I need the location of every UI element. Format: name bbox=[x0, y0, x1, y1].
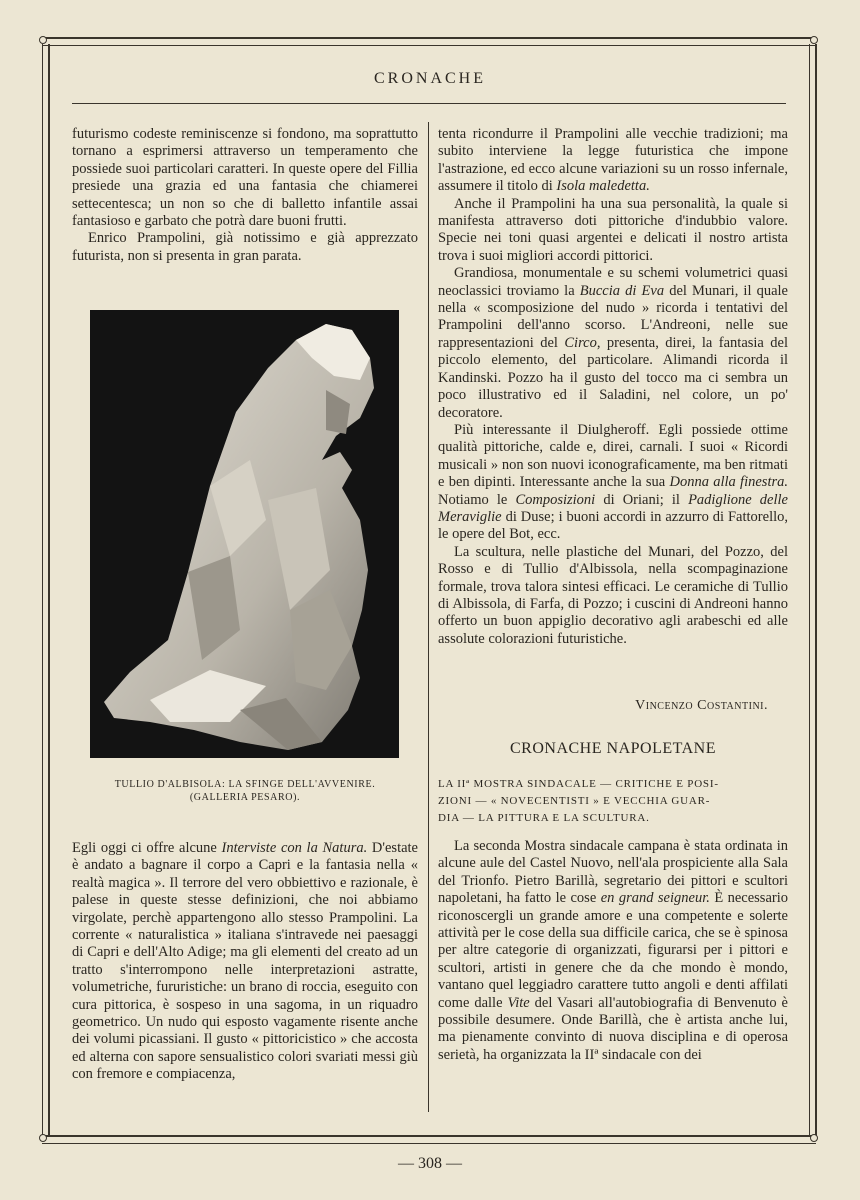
text-run: del Vasari all'autobiografia di Benvenuto è possibile desumere. Onde Barillà, che è artista anche lui, ma pienamente convinto di nuova disciplina e di operosa serietà, ha organizzata la IIª sindacale con dei bbox=[438, 994, 788, 1063]
right-column-bottom bbox=[438, 838, 788, 1064]
left-column-top bbox=[72, 126, 418, 265]
paragraph bbox=[438, 126, 788, 196]
italic-title: Composizioni bbox=[515, 491, 596, 508]
section-title: CRONACHE NAPOLETANE bbox=[510, 740, 716, 757]
text-run: di Oriani; il bbox=[595, 491, 689, 508]
frame-corner-ornament bbox=[810, 36, 818, 44]
text-run: La seconda Mostra sindacale campana è stata ordinata in alcune aule del Castel Nuovo, nell'ala prospiciente alla Sala del Trionfo. Pietro Barillà, segretario dei pittori e scultori napoletani, ha fatto le cose bbox=[438, 838, 788, 907]
subtitle-line: LA IIª MOSTRA SINDACALE — CRITICHE E POSI- bbox=[438, 778, 719, 790]
paragraph bbox=[72, 840, 418, 1084]
italic-title: Buccia di Eva bbox=[579, 282, 665, 299]
text-run: Notiamo le bbox=[438, 491, 516, 508]
paragraph bbox=[438, 265, 788, 422]
author-signature: Vincenzo Costantini. bbox=[635, 698, 768, 713]
frame-right-rule bbox=[809, 44, 817, 1136]
text-run: , presenta, direi, la fantasia del piccolo elemento, del particolare. Alimandi ricorda il Kandinski. Pozzo ha il gusto del tocco ma ci sembra un poco illustrativo ed il Saladini, nel colore, un po' decoratore. bbox=[438, 334, 788, 421]
section-subtitle bbox=[438, 776, 788, 827]
paragraph bbox=[438, 838, 788, 1064]
header-rule bbox=[72, 103, 786, 104]
italic-title: Padiglione delle Meraviglie bbox=[438, 491, 788, 525]
frame-corner-ornament bbox=[39, 36, 47, 44]
running-header: CRONACHE bbox=[373, 70, 486, 87]
paragraph: Enrico Prampolini, già notissimo e già apprezzato futurista, non si presenta in gran parata. bbox=[72, 230, 418, 264]
italic-title: Circo bbox=[564, 334, 597, 351]
italic-title: en grand seigneur. bbox=[600, 890, 710, 907]
caption-line: TULLIO D'ALBISOLA: LA SFINGE DELL'AVVENIRE. bbox=[114, 779, 376, 790]
paragraph bbox=[438, 422, 788, 544]
paragraph: La scultura, nelle plastiche del Munari, del Pozzo, del Rosso e di Tullio d'Albissola, nella scompaginazione formale, trova talora sintesi efficaci. Le ceramiche di Tullio di Albissola, di Farfa, di Pozzo; i cuscini di Andreoni hanno offerto un buon appiglio decorativo agli arabeschi ed alle assolute colorazioni futuristiche. bbox=[438, 543, 788, 647]
paragraph: futurismo codeste reminiscenze si fondono, ma soprattutto tornano a esprimersi attraverso un temperamento che possiede suoi particolari caratteri. In queste opere del Fillia presiede una grazia ed una fantasia che chiamerei settecentesca; un non so che di balletto infantile assai fantasioso e garbato che potrà dare buoni frutti. bbox=[72, 126, 418, 230]
italic-title: Interviste con la Natura. bbox=[221, 840, 368, 856]
frame-left-rule bbox=[42, 44, 50, 1136]
italic-title: Donna alla finestra. bbox=[669, 474, 788, 491]
text-run: di Duse; i buoni accordi in azzurro di Fattorello, le opere del Bot, ecc. bbox=[438, 508, 788, 543]
frame-bottom-rule bbox=[42, 1135, 816, 1144]
sculpture-photo bbox=[90, 310, 399, 758]
frame-corner-ornament bbox=[810, 1134, 818, 1142]
text-run: Grandiosa, monumentale e su schemi volumetrici quasi neoclassici troviamo la bbox=[438, 265, 788, 299]
frame-top-rule bbox=[42, 37, 816, 46]
subtitle-line: ZIONI — « NOVECENTISTI » E VECCHIA GUAR- bbox=[438, 795, 711, 807]
text-run: Più interessante il Diulgheroff. Egli possiede ottime qualità pittoriche, calde e, direi, carnali. I suoi « Ricordi musicali » non son nuovi iconograficamente, ma ben ritmati e ben dipinti. Interessante anche la sua bbox=[438, 421, 788, 491]
text-run: tenta ricondurre il Prampolini alle vecchie tradizioni; ma subito interviene la legge futuristica che impone l'astrazione, ed ecco alcune variazioni su un rosso infernale, assumere il titolo di bbox=[438, 126, 788, 195]
column-divider bbox=[428, 122, 429, 1112]
frame-corner-ornament bbox=[39, 1134, 47, 1142]
page-number: — 308 — bbox=[398, 1155, 462, 1172]
paragraph: Anche il Prampolini ha una sua personalità, la quale si manifesta attraverso doti pittoriche d'indubbio valore. Specie nei toni quasi argentei e delicati il nostro artista trova i suoi migliori accordi pittorici. bbox=[438, 195, 788, 264]
figure-caption bbox=[72, 778, 418, 804]
caption-line: (GALLERIA PESARO). bbox=[189, 792, 301, 803]
text-run: del Munari, il quale nella « scomposizione del nudo » ricorda i tentativi del Prampolini dell'anno scorso. L'Andreoni, nelle sue rappresentazioni del bbox=[438, 282, 788, 351]
text-run: D'estate è andato a bagnare il corpo a Capri e la fantasia nella « realtà magica ». Il terrore del vero obbiettivo e razionale, è palese in queste stesse definizioni, che noi abbiamo virgolate, perchè appartengono allo stesso Prampolini. La corrente « naturalistica » italiana s'intravede nei paesaggi di Capri e dell'Alto Adige; ma gli elementi del creato ad un tratto s'interrompono nelle interpretazioni astratte, volumetriche, fururistiche: un brano di roccia, eseguito con cura pittorica, è sospeso in una sagoma, in un riquadro geometrico. Un nudo qui esposto vagamente risente anche dei volumi picassiani. Il gusto « pittoricistico » che accosta ed alterna con sapore sensualistico colori svariati messi giù con fremore e compiacenza, bbox=[72, 840, 418, 1083]
right-column-top bbox=[438, 126, 788, 648]
sculpture-illustration bbox=[90, 310, 399, 758]
italic-title: Vite bbox=[507, 994, 530, 1011]
italic-title: Isola maledetta. bbox=[556, 178, 650, 195]
text-run: È necessario riconoscergli un grande amore e una competente e solerte attività per le cose della sua difficile carica, che se è spinosa per altre categorie di organizzati, figurarsi per i pittori e scultori, artisti in genere che da che mondo è mondo, vantano quel leggiadro carattere tutto angoli e denti affilati come dalle bbox=[438, 890, 788, 1011]
left-column-bottom bbox=[72, 840, 418, 1084]
subtitle-line: DIA — LA PITTURA E LA SCULTURA. bbox=[438, 812, 650, 824]
text-run: Egli oggi ci offre alcune bbox=[72, 840, 222, 856]
